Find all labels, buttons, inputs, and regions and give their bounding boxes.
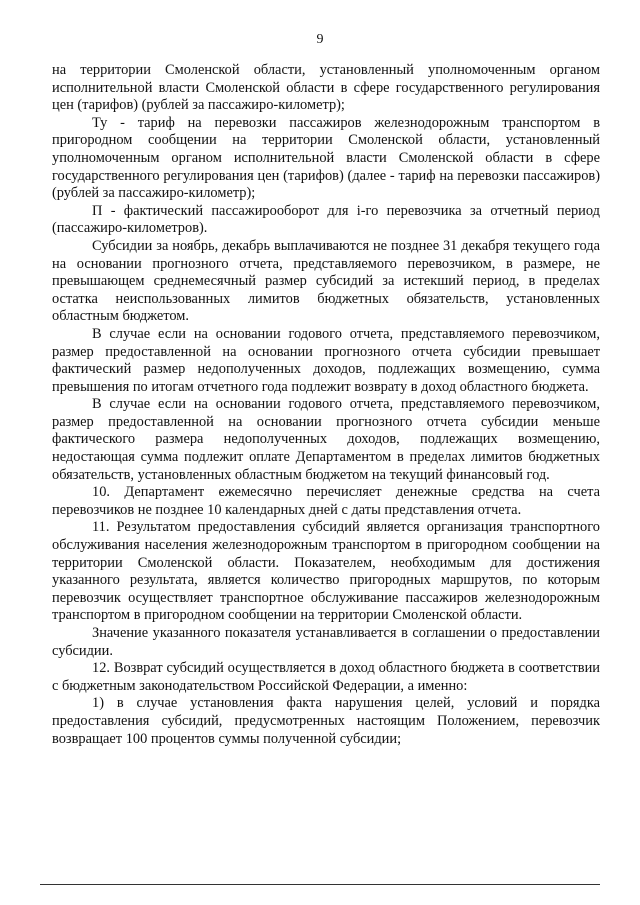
paragraph: Значение указанного показателя устанавливается в соглашении о предоставлении субсидии. bbox=[52, 625, 600, 659]
paragraph: П - фактический пассажирооборот для i-го перевозчика за отчетный период (пассажиро-километров). bbox=[52, 202, 600, 237]
document-body bbox=[52, 62, 600, 748]
paragraph: В случае если на основании годового отчета, представляемого перевозчиком, размер предоставленной на основании прогнозного отчета субсидии меньше фактического размера недополученных доходов, подлежащих возмещению, недостающая сумма подлежит оплате Департаментом в пределах лимитов бюджетных обязательств, установленных областным бюджетом на текущий финансовый год. bbox=[52, 396, 600, 483]
paragraph: 12. Возврат субсидий осуществляется в доход областного бюджета в соответствии с бюджетным законодательством Российской Федерации, а именно: bbox=[52, 660, 600, 694]
paragraph: 1) в случае установления факта нарушения целей, условий и порядка предоставления субсидий, предусмотренных настоящим Положением, перевозчик возвращает 100 процентов суммы полученной субсидии; bbox=[52, 695, 600, 747]
paragraph: 10. Департамент ежемесячно перечисляет денежные средства на счета перевозчиков не позднее 10 календарных дней с даты представления отчета. bbox=[52, 484, 600, 518]
page-number: 9 bbox=[316, 32, 324, 47]
page-bottom-rule bbox=[40, 884, 600, 885]
paragraph: Ту - тариф на перевозки пассажиров железнодорожным транспортом в пригородном сообщении на территории Смоленской области, установленный уполномоченным органом исполнительной власти Смоленской области в сфере государственного регулирования цен (тарифов) (далее - тариф на перевозки пассажиров) (рублей за пассажиро-километр); bbox=[52, 114, 600, 202]
paragraph: 11. Результатом предоставления субсидий является организация транспортного обслуживания населения железнодорожным транспортом в пригородном сообщении на территории Смоленской области. Показателем, необходимым для достижения указанного результата, является количество пригородных маршрутов, по которым перевозчик осуществляет транспортное обслуживание пассажиров железнодорожным транспортом в пригородном сообщении на территории Смоленской области. bbox=[52, 519, 600, 624]
paragraph: на территории Смоленской области, установленный уполномоченным органом исполнительной власти Смоленской области в сфере государственного регулирования цен (тарифов) (рублей за пассажиро-километр); bbox=[52, 62, 600, 114]
paragraph: Субсидии за ноябрь, декабрь выплачиваются не позднее 31 декабря текущего года на основании прогнозного отчета, представляемого перевозчиком, в размере, не превышающем среднемесячный размер субсидий за истекший период, в пределах остатка неиспользованных лимитов бюджетных обязательств, установленных областным бюджетом. bbox=[52, 237, 600, 325]
paragraph: В случае если на основании годового отчета, представляемого перевозчиком, размер предоставленной на основании прогнозного отчета субсидии превышает фактический размер недополученных доходов, подлежащих возмещению, сумма превышения по итогам отчетного года подлежит возврату в доход областного бюджета. bbox=[52, 325, 600, 395]
